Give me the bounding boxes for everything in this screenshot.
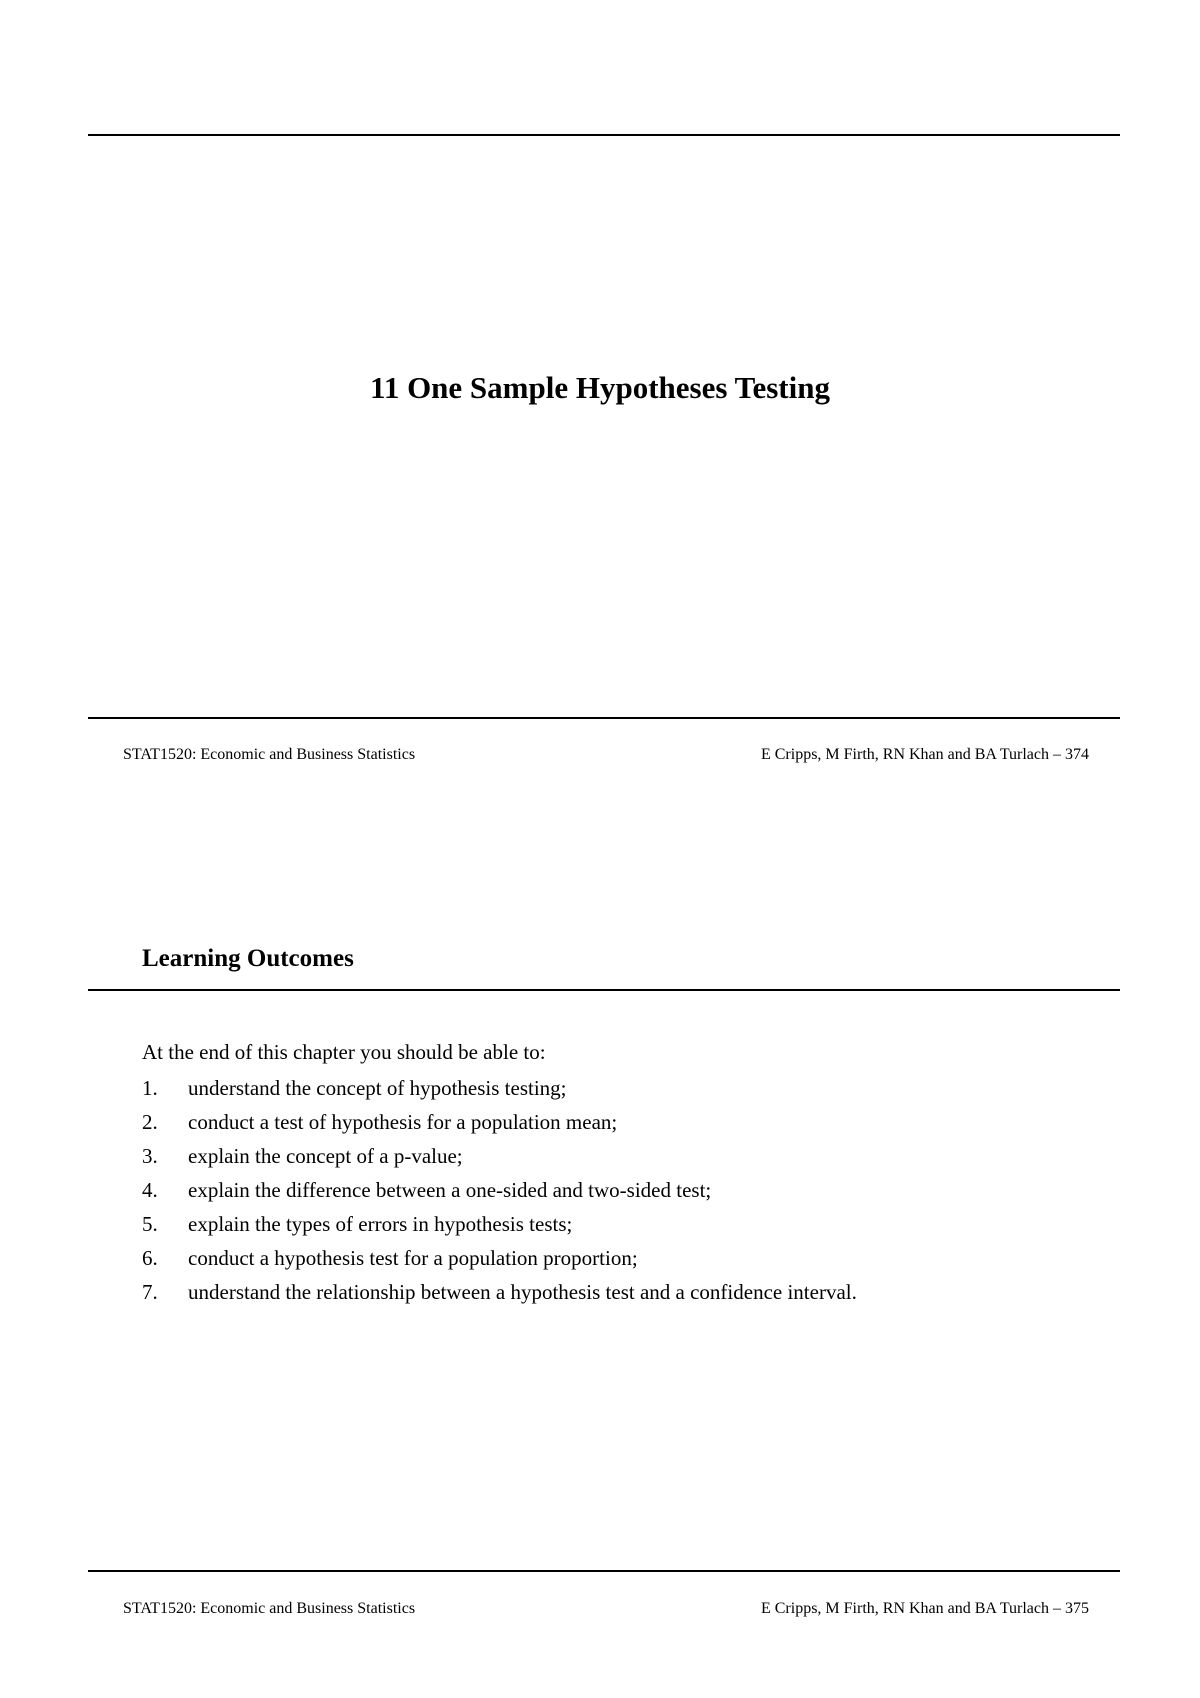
list-item — [142, 1105, 857, 1139]
slide1-title: 11 One Sample Hypotheses Testing — [370, 370, 830, 405]
list-item-number: 1. — [142, 1076, 158, 1100]
slide2-top-rule — [88, 989, 1120, 991]
list-item — [142, 1275, 857, 1309]
list-item — [142, 1139, 857, 1173]
slide2-bottom-rule — [88, 1570, 1120, 1572]
slide2-footer-authors-page: E Cripps, M Firth, RN Khan and BA Turlach – 375 — [760, 1600, 1089, 1617]
slide1-footer-course: STAT1520: Economic and Business Statistics — [123, 746, 416, 763]
list-item-text: explain the concept of a p-value; — [188, 1144, 463, 1168]
slide2-footer — [123, 1599, 1089, 1619]
list-item-text: conduct a test of hypothesis for a population mean; — [188, 1110, 618, 1134]
slide2-footer-course: STAT1520: Economic and Business Statistics — [123, 1600, 416, 1617]
slide2-intro: At the end of this chapter you should be able to: — [142, 1040, 546, 1064]
list-item-text: understand the concept of hypothesis testing; — [188, 1076, 567, 1100]
list-item-number: 2. — [142, 1110, 158, 1134]
list-item-text: conduct a hypothesis test for a population proportion; — [188, 1246, 638, 1270]
list-item-number: 4. — [142, 1178, 158, 1202]
list-item-number: 6. — [142, 1246, 158, 1270]
list-item — [142, 1071, 857, 1105]
list-item — [142, 1207, 857, 1241]
list-item-text: explain the difference between a one-sided and two-sided test; — [188, 1178, 712, 1202]
slide1-bottom-rule — [88, 717, 1120, 719]
slide1-footer — [123, 745, 1089, 765]
list-item-text: explain the types of errors in hypothesis tests; — [188, 1212, 573, 1236]
list-item-number: 3. — [142, 1144, 158, 1168]
learning-outcomes-list — [142, 1071, 857, 1309]
list-item-number: 7. — [142, 1280, 158, 1304]
list-item-text: understand the relationship between a hypothesis test and a confidence interval. — [188, 1280, 857, 1304]
slide1-top-rule — [88, 134, 1120, 136]
slide1-footer-authors-page: E Cripps, M Firth, RN Khan and BA Turlach – 374 — [760, 746, 1089, 763]
list-item — [142, 1241, 857, 1275]
list-item-number: 5. — [142, 1212, 158, 1236]
list-item — [142, 1173, 857, 1207]
slide2-heading: Learning Outcomes — [142, 945, 354, 972]
